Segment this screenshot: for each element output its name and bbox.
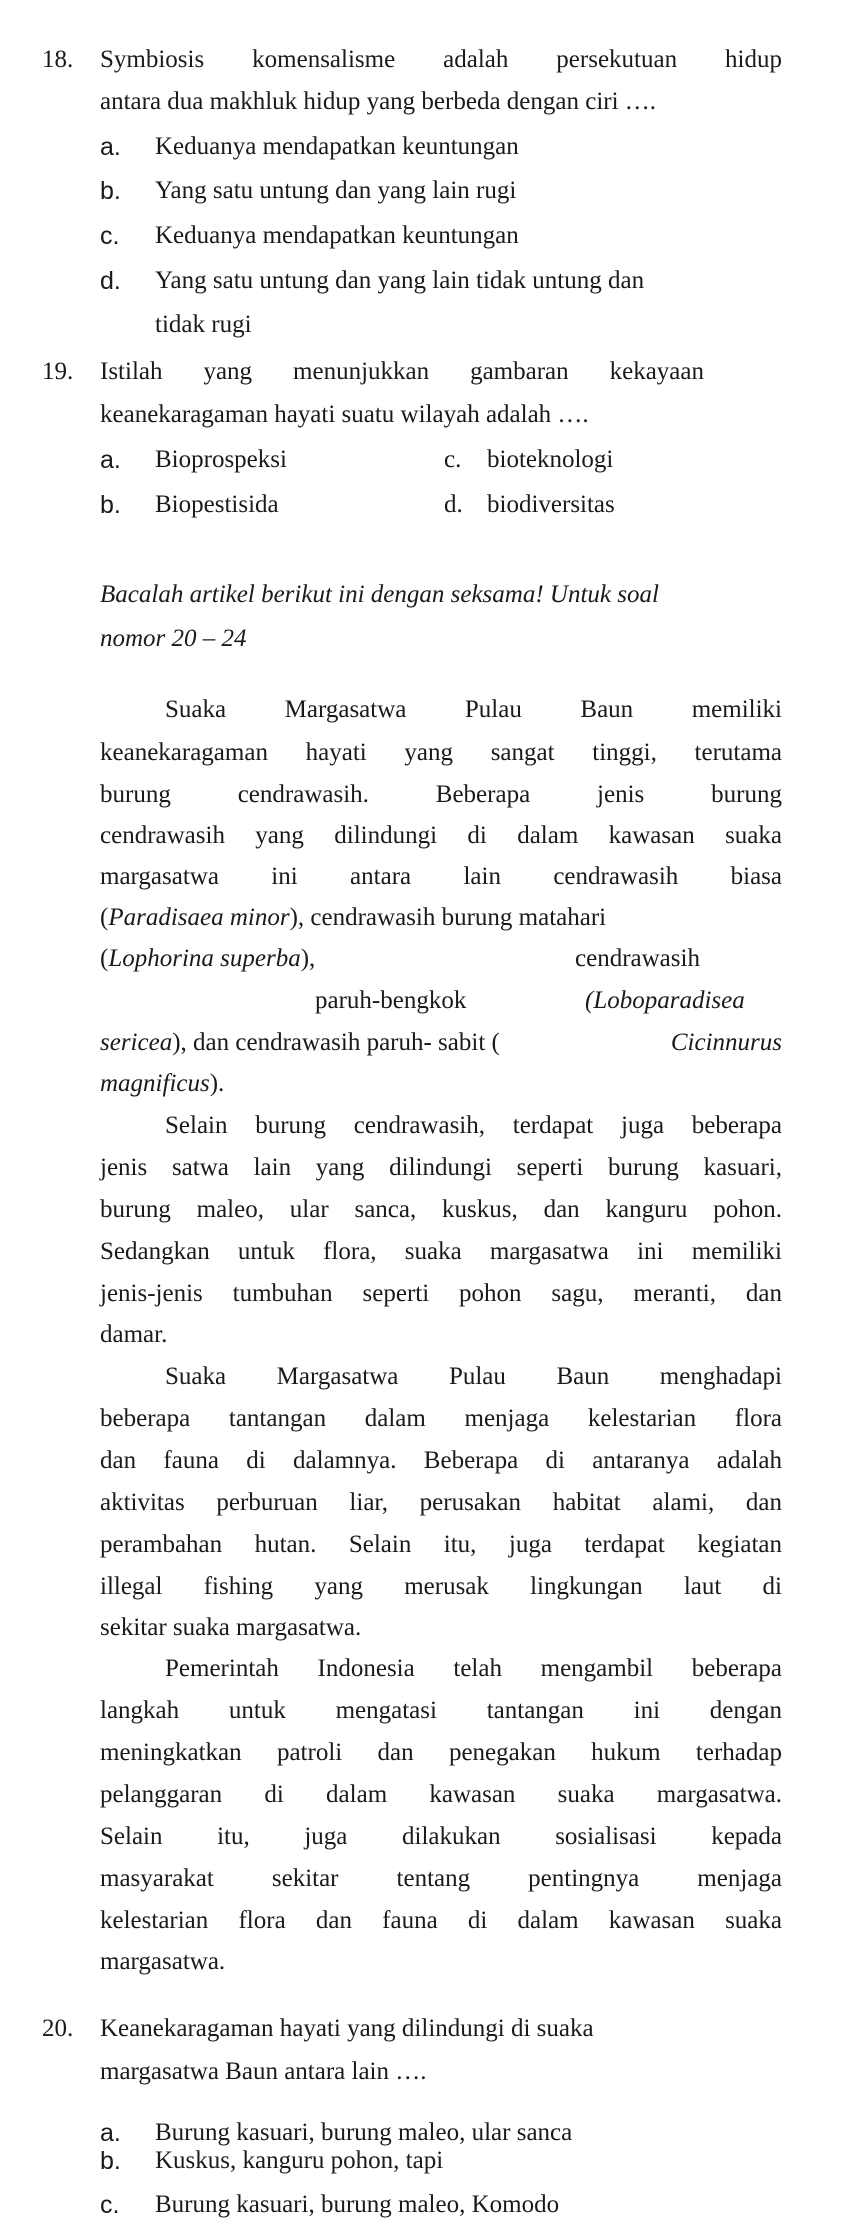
article-line: illegal fishing yang merusak lingkungan laut di: [100, 1573, 782, 1600]
question-number: 20.: [42, 2015, 74, 2042]
article-title-line: Suaka Margasatwa Pulau Baun memiliki: [165, 696, 782, 723]
article-line: jenis-jenis tumbuhan seperti pohon sagu, meranti, dan: [100, 1280, 782, 1307]
option-letter: a.: [100, 2119, 121, 2147]
option-text-continued: tidak rugi: [155, 311, 252, 338]
scientific-name: Lophorina superba: [108, 945, 301, 972]
option-text: Burung kasuari, burung maleo, Komodo: [155, 2191, 560, 2218]
article-line: aktivitas perburuan liar, perusakan habitat alami, dan: [100, 1489, 782, 1516]
option-text: Kuskus, kanguru pohon, tapi: [155, 2147, 444, 2174]
option-text: Bioprospeksi: [155, 446, 287, 473]
option-text: Yang satu untung dan yang lain tidak untung dan: [155, 267, 645, 294]
article-line: pelanggaran di dalam kawasan suaka margasatwa.: [100, 1781, 782, 1808]
article-line: meningkatkan patroli dan penegakan hukum terhadap: [100, 1739, 782, 1766]
scientific-name: (Loboparadisea: [585, 987, 745, 1014]
scientific-name: sericea: [100, 1029, 173, 1056]
article-line: burung cendrawasih. Beberapa jenis burung: [100, 781, 782, 808]
article-line: langkah untuk mengatasi tantangan ini dengan: [100, 1697, 782, 1724]
option-letter: b.: [100, 491, 121, 519]
question-stem-line: margasatwa Baun antara lain ….: [100, 2058, 427, 2085]
question-stem-line: Istilah yang menunjukkan gambaran kekayaan: [100, 358, 704, 385]
article-line: Pemerintah Indonesia telah mengambil beberapa: [165, 1655, 782, 1682]
article-line: kelestarian flora dan fauna di dalam kawasan suaka: [100, 1907, 782, 1934]
article-line: Selain itu, juga dilakukan sosialisasi kepada: [100, 1823, 782, 1850]
article-line: burung maleo, ular sanca, kuskus, dan kanguru pohon.: [100, 1196, 782, 1223]
question-number: 19.: [42, 358, 74, 385]
scientific-name: magnificus: [100, 1070, 210, 1097]
option-letter: d.: [444, 491, 463, 518]
scientific-name: Cicinnurus: [670, 1029, 782, 1056]
question-stem-line: antara dua makhluk hidup yang berbeda dengan ciri ….: [100, 88, 657, 115]
option-text: Burung kasuari, burung maleo, ular sanca: [155, 2119, 573, 2146]
option-text: Keduanya mendapatkan keuntungan: [155, 133, 519, 160]
article-line: cendrawasih: [575, 945, 700, 972]
article-line: perambahan hutan. Selain itu, juga terdapat kegiatan: [100, 1531, 782, 1558]
instruction-line: Bacalah artikel berikut ini dengan seksama! Untuk soal: [100, 581, 659, 608]
option-letter: a.: [100, 446, 121, 474]
scientific-name: Paradisaea minor: [108, 904, 290, 931]
article-line: (Lophorina superba),: [100, 945, 316, 972]
article-line: damar.: [100, 1321, 168, 1348]
option-letter: a.: [100, 133, 121, 161]
option-letter: b.: [100, 2147, 121, 2175]
article-line: dan fauna di dalamnya. Beberapa di antaranya adalah: [100, 1447, 782, 1474]
article-line: margasatwa ini antara lain cendrawasih biasa: [100, 863, 782, 890]
article-line: magnificus).: [100, 1070, 225, 1097]
article-line: keanekaragaman hayati yang sangat tinggi, terutama: [100, 739, 782, 766]
article-line: Sedangkan untuk flora, suaka margasatwa ini memiliki: [100, 1238, 782, 1265]
article-line: sekitar suaka margasatwa.: [100, 1614, 362, 1641]
article-line: cendrawasih yang dilindungi di dalam kawasan suaka: [100, 822, 782, 849]
article-line: paruh-bengkok: [315, 987, 467, 1014]
article-line: jenis satwa lain yang dilindungi seperti burung kasuari,: [100, 1154, 782, 1181]
option-text: biodiversitas: [487, 491, 615, 518]
option-letter: c.: [444, 446, 462, 473]
option-letter: c.: [100, 2191, 120, 2219]
article-line: Selain burung cendrawasih, terdapat juga beberapa: [165, 1112, 782, 1139]
article-line: sericea ), dan cendrawasih paruh- sabit ( Cicinnurus: [100, 1029, 782, 1056]
article-line: masyarakat sekitar tentang pentingnya menjaga: [100, 1865, 782, 1892]
option-text: bioteknologi: [487, 446, 614, 473]
option-text: Keduanya mendapatkan keuntungan: [155, 222, 519, 249]
instruction-line: nomor 20 – 24: [100, 625, 247, 652]
article-line: beberapa tantangan dalam menjaga kelestarian flora: [100, 1405, 782, 1432]
question-number: 18.: [42, 46, 74, 73]
option-letter: b.: [100, 177, 121, 205]
option-text: Yang satu untung dan yang lain rugi: [155, 177, 517, 204]
question-stem-line: Keanekaragaman hayati yang dilindungi di suaka: [100, 2015, 594, 2042]
option-letter: c.: [100, 222, 120, 250]
question-stem-line: keanekaragaman hayati suatu wilayah adalah ….: [100, 401, 589, 428]
option-text: Biopestisida: [155, 491, 279, 518]
article-line: margasatwa.: [100, 1948, 226, 1975]
article-line: ( Paradisaea minor ), cendrawasih burung matahari: [100, 904, 607, 931]
option-letter: d.: [100, 267, 121, 295]
article-line: Suaka Margasatwa Pulau Baun menghadapi: [165, 1363, 782, 1390]
question-stem-line: Symbiosis komensalisme adalah persekutuan hidup: [100, 46, 782, 73]
